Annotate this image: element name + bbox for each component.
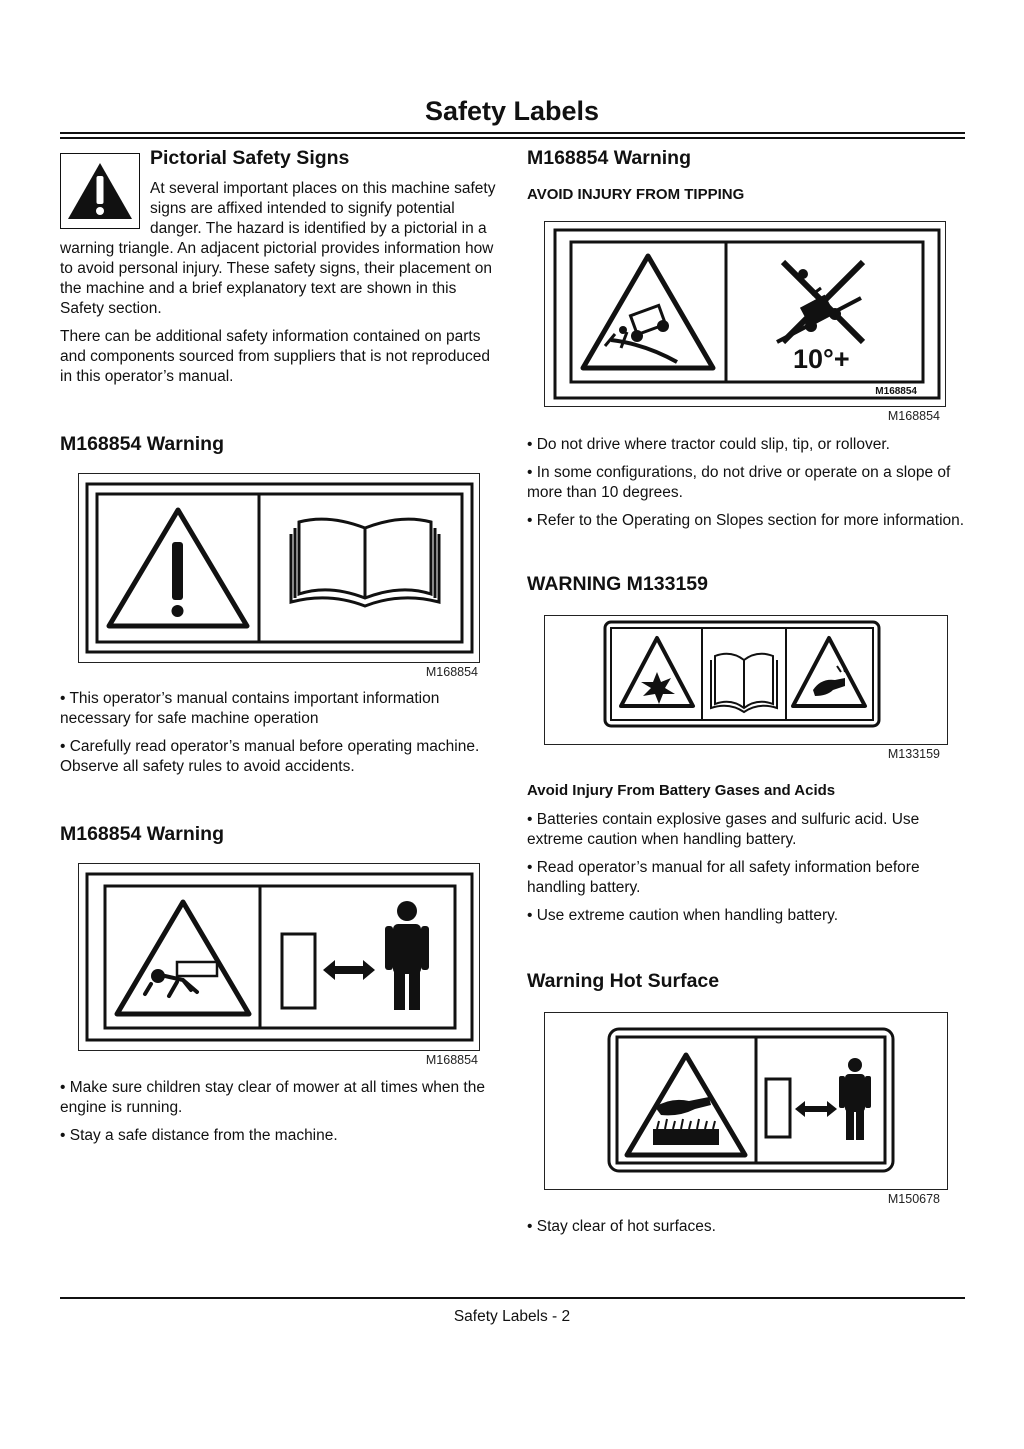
tractor-rollover-icon [583, 256, 713, 368]
safety-label-read-manual [78, 473, 480, 663]
section-heading-m168854-tipping: M168854 Warning [527, 147, 691, 169]
acid-burn-icon [793, 638, 865, 706]
warning-triangle-icon [60, 153, 140, 229]
bullet-item: • Stay clear of hot surfaces. [527, 1218, 716, 1235]
safety-label-hot-surface [544, 1012, 948, 1190]
exclamation-warning-icon [109, 510, 247, 626]
title-rule-bottom [60, 137, 965, 139]
bullet-item: • Read operator’s manual for all safety information before handling battery. [527, 859, 920, 896]
safe-distance-icon [282, 901, 429, 1010]
intro-paragraph: At several important places on this machine safety signs are affixed intended to signify potential danger. The hazard is identified by a pictorial in a warning triangle. An adjacent pictorial provides information how to avoid personal injury. These safety signs, their placement on the machine and a brief explanatory text are shown in this Safety section. [60, 180, 496, 317]
label-code: M133159 [887, 747, 940, 761]
bullet-item: • Do not drive where tractor could slip, tip, or rollover. [527, 436, 890, 453]
open-book-icon [711, 654, 777, 712]
bullet-item: • This operator’s manual contains important information necessary for safe machine operation [60, 690, 440, 727]
left-column [60, 145, 496, 1154]
footer-rule [60, 1297, 965, 1299]
slope-angle-text: 10°+ [793, 344, 850, 374]
bullet-item: • Carefully read operator’s manual before operating machine. Observe all safety rules to avoid accidents. [60, 738, 480, 775]
bullet-item: • Stay a safe distance from the machine. [60, 1127, 338, 1144]
bullet-item: • Batteries contain explosive gases and sulfuric acid. Use extreme caution when handling battery. [527, 811, 920, 848]
no-slope-driving-icon [777, 262, 863, 374]
label-code: M168854 [425, 1053, 478, 1067]
bullet-item: • In some configurations, do not drive or operate on a slope of more than 10 degrees. [527, 464, 951, 501]
section-heading-m133159: WARNING M133159 [527, 573, 708, 595]
label-inner-code: M168854 [875, 386, 917, 397]
section-heading-m168854-manual: M168854 Warning [60, 433, 224, 455]
intro-paragraph-2: There can be additional safety information contained on parts and components sourced from suppliers that is not reproduced in this operator’s manual. [60, 328, 490, 385]
open-book-icon [291, 519, 439, 606]
hot-surface-hand-icon [627, 1055, 745, 1155]
safety-label-tipping [544, 221, 946, 407]
explosion-warning-icon [621, 638, 693, 706]
subheading-battery: Avoid Injury From Battery Gases and Acids [527, 782, 836, 799]
subheading-avoid-tipping: AVOID INJURY FROM TIPPING [527, 186, 745, 203]
label-code: M150678 [887, 1192, 940, 1206]
safety-label-children-clear [78, 863, 480, 1051]
safe-distance-icon [766, 1058, 871, 1140]
title-rule-top [60, 132, 965, 134]
right-column [527, 145, 965, 1245]
label-code: M168854 [425, 665, 478, 679]
section-heading-m168854-children: M168854 Warning [60, 823, 224, 845]
section-heading-hot-surface: Warning Hot Surface [527, 970, 720, 992]
label-code: M168854 [887, 409, 940, 423]
section-heading-pictorial: Pictorial Safety Signs [150, 147, 350, 169]
child-under-mower-icon [117, 902, 249, 1014]
safety-label-battery [544, 615, 948, 745]
bullet-item: • Refer to the Operating on Slopes section for more information. [527, 512, 965, 529]
page-footer: Safety Labels - 2 [453, 1308, 571, 1325]
bullet-item: • Make sure children stay clear of mower at all times when the engine is running. [60, 1079, 485, 1116]
bullet-item: • Use extreme caution when handling battery. [527, 907, 839, 924]
page-title: Safety Labels [424, 96, 600, 126]
